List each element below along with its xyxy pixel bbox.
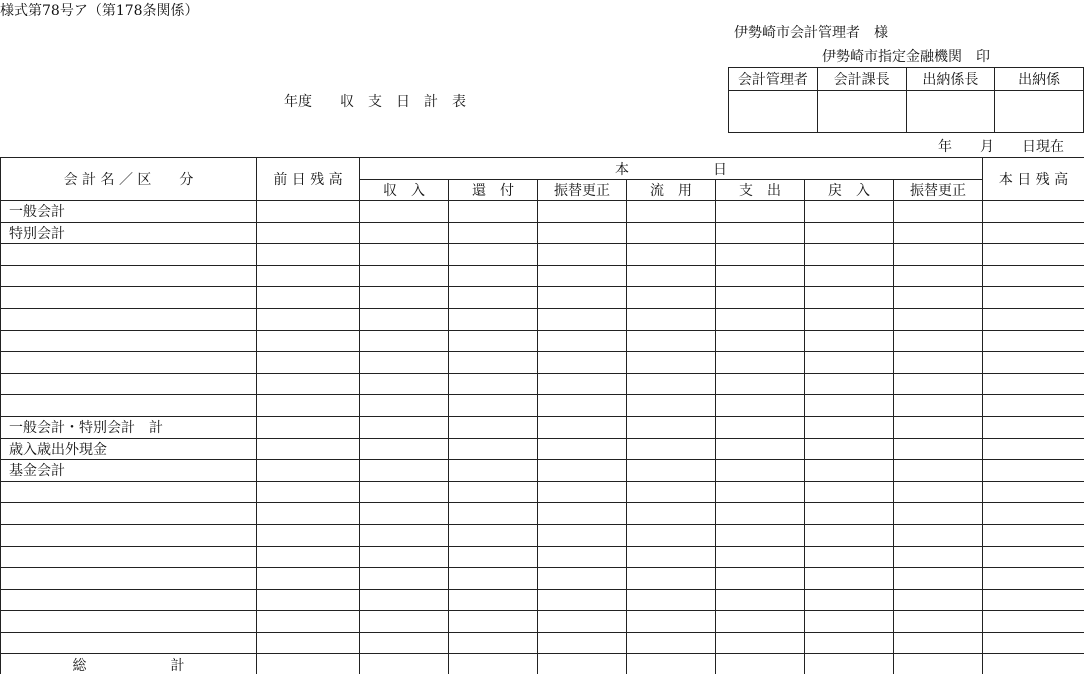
amount-cell[interactable]: [805, 611, 894, 633]
row-label: [1, 589, 257, 611]
amount-cell[interactable]: [716, 546, 805, 568]
amount-cell[interactable]: [805, 395, 894, 417]
amount-cell[interactable]: [449, 524, 538, 546]
amount-cell[interactable]: [983, 568, 1084, 590]
amount-cell[interactable]: [805, 373, 894, 395]
table-row: [1, 568, 1084, 590]
amount-cell[interactable]: [627, 568, 716, 590]
amount-cell[interactable]: [805, 589, 894, 611]
amount-cell[interactable]: [894, 308, 983, 330]
row-label: 歳入歳出外現金: [1, 438, 257, 460]
amount-cell[interactable]: [449, 438, 538, 460]
amount-cell[interactable]: [360, 632, 449, 654]
amount-cell[interactable]: [894, 524, 983, 546]
as-of-date: 年 月 日現在: [938, 139, 1064, 155]
amount-cell[interactable]: [805, 546, 894, 568]
amount-cell[interactable]: [894, 373, 983, 395]
amount-cell[interactable]: [805, 222, 894, 244]
amount-cell[interactable]: [805, 287, 894, 309]
amount-cell[interactable]: [894, 265, 983, 287]
row-label: [1, 287, 257, 309]
amount-cell[interactable]: [257, 546, 360, 568]
amount-cell[interactable]: [627, 611, 716, 633]
amount-cell[interactable]: [449, 395, 538, 417]
amount-cell[interactable]: [449, 503, 538, 525]
row-label: [1, 244, 257, 266]
amount-cell[interactable]: [360, 416, 449, 438]
amount-cell[interactable]: [627, 460, 716, 482]
row-label: [1, 481, 257, 503]
amount-cell[interactable]: [627, 416, 716, 438]
amount-cell[interactable]: [360, 244, 449, 266]
amount-cell[interactable]: [983, 524, 1084, 546]
amount-cell[interactable]: [449, 654, 538, 674]
amount-cell[interactable]: [894, 546, 983, 568]
amount-cell[interactable]: [983, 438, 1084, 460]
amount-cell[interactable]: [716, 481, 805, 503]
table-row: [1, 201, 1084, 223]
table-row: [1, 395, 1084, 417]
amount-cell[interactable]: [538, 503, 627, 525]
column-header-account: 会 計 名 ／ 区 分: [1, 158, 257, 201]
amount-cell[interactable]: [538, 568, 627, 590]
amount-cell[interactable]: [894, 395, 983, 417]
column-header-refunds: 還 付: [449, 180, 538, 201]
addressee: 伊勢崎市会計管理者 様: [734, 25, 888, 41]
amount-cell[interactable]: [257, 330, 360, 352]
table-row: [1, 632, 1084, 654]
row-label: [1, 373, 257, 395]
table-row: [1, 481, 1084, 503]
column-header-transfer-correction-2: 振替更正: [894, 180, 983, 201]
amount-cell[interactable]: [449, 546, 538, 568]
issuer-seal-line: 伊勢崎市指定金融機関 印: [822, 49, 990, 65]
amount-cell[interactable]: [894, 201, 983, 223]
amount-cell[interactable]: [716, 395, 805, 417]
amount-cell[interactable]: [257, 632, 360, 654]
amount-cell[interactable]: [894, 287, 983, 309]
approval-stamp-box: [728, 67, 1084, 133]
column-header-transfer-correction: 振替更正: [538, 180, 627, 201]
amount-cell[interactable]: [257, 524, 360, 546]
amount-cell[interactable]: [983, 308, 1084, 330]
amount-cell[interactable]: [894, 481, 983, 503]
amount-cell[interactable]: [983, 654, 1084, 674]
amount-cell[interactable]: [257, 265, 360, 287]
amount-cell[interactable]: [360, 352, 449, 374]
amount-cell[interactable]: [627, 438, 716, 460]
amount-cell[interactable]: [360, 395, 449, 417]
amount-cell[interactable]: [257, 589, 360, 611]
amount-cell[interactable]: [449, 201, 538, 223]
amount-cell[interactable]: [805, 265, 894, 287]
table-row: [1, 589, 1084, 611]
ledger-body: [1, 201, 1084, 674]
amount-cell[interactable]: [360, 265, 449, 287]
amount-cell[interactable]: [983, 352, 1084, 374]
amount-cell[interactable]: [805, 201, 894, 223]
amount-cell[interactable]: [983, 265, 1084, 287]
amount-cell[interactable]: [360, 373, 449, 395]
table-row: [1, 611, 1084, 633]
amount-cell[interactable]: [716, 611, 805, 633]
amount-cell[interactable]: [805, 308, 894, 330]
amount-cell[interactable]: [627, 481, 716, 503]
table-row: [1, 244, 1084, 266]
amount-cell[interactable]: [716, 308, 805, 330]
row-label: [1, 611, 257, 633]
amount-cell[interactable]: [716, 438, 805, 460]
amount-cell[interactable]: [805, 632, 894, 654]
amount-cell[interactable]: [716, 287, 805, 309]
amount-cell[interactable]: [894, 589, 983, 611]
amount-cell[interactable]: [983, 460, 1084, 482]
amount-cell[interactable]: [805, 438, 894, 460]
table-row: [1, 222, 1084, 244]
amount-cell[interactable]: [257, 460, 360, 482]
amount-cell[interactable]: [538, 611, 627, 633]
row-label: [1, 568, 257, 590]
amount-cell[interactable]: [257, 201, 360, 223]
amount-cell[interactable]: [360, 330, 449, 352]
amount-cell[interactable]: [716, 244, 805, 266]
row-label: 一般会計: [1, 201, 257, 223]
amount-cell[interactable]: [983, 395, 1084, 417]
table-row: [1, 654, 1084, 674]
amount-cell[interactable]: [360, 568, 449, 590]
amount-cell[interactable]: [449, 352, 538, 374]
amount-cell[interactable]: [538, 632, 627, 654]
document-title: 年度 収 支 日 計 表: [284, 94, 466, 110]
amount-cell[interactable]: [449, 481, 538, 503]
amount-cell[interactable]: [538, 330, 627, 352]
column-header-receipts: 収 入: [360, 180, 449, 201]
row-label: 特別会計: [1, 222, 257, 244]
table-row: [1, 416, 1084, 438]
amount-cell[interactable]: [257, 287, 360, 309]
amount-cell[interactable]: [257, 222, 360, 244]
stamp-cell[interactable]: [906, 91, 995, 133]
amount-cell[interactable]: [805, 503, 894, 525]
amount-cell[interactable]: [894, 352, 983, 374]
amount-cell[interactable]: [983, 222, 1084, 244]
amount-cell[interactable]: [627, 546, 716, 568]
amount-cell[interactable]: [538, 265, 627, 287]
amount-cell[interactable]: [894, 416, 983, 438]
amount-cell[interactable]: [805, 481, 894, 503]
amount-cell[interactable]: [627, 287, 716, 309]
amount-cell[interactable]: [449, 589, 538, 611]
amount-cell[interactable]: [805, 352, 894, 374]
amount-cell[interactable]: [449, 632, 538, 654]
daily-ledger-table: [0, 157, 1084, 674]
amount-cell[interactable]: [627, 373, 716, 395]
row-label: 一般会計・特別会計 計: [1, 416, 257, 438]
amount-cell[interactable]: [538, 395, 627, 417]
amount-cell[interactable]: [894, 503, 983, 525]
amount-cell[interactable]: [538, 308, 627, 330]
amount-cell[interactable]: [894, 460, 983, 482]
amount-cell[interactable]: [983, 287, 1084, 309]
amount-cell[interactable]: [894, 222, 983, 244]
amount-cell[interactable]: [716, 460, 805, 482]
amount-cell[interactable]: [538, 222, 627, 244]
amount-cell[interactable]: [716, 201, 805, 223]
table-row: [1, 352, 1084, 374]
amount-cell[interactable]: [449, 308, 538, 330]
amount-cell[interactable]: [538, 416, 627, 438]
amount-cell[interactable]: [449, 222, 538, 244]
amount-cell[interactable]: [716, 373, 805, 395]
amount-cell[interactable]: [627, 632, 716, 654]
amount-cell[interactable]: [627, 265, 716, 287]
amount-cell[interactable]: [627, 503, 716, 525]
stamp-header-cashier: 出納係: [995, 68, 1084, 91]
amount-cell[interactable]: [983, 546, 1084, 568]
amount-cell[interactable]: [894, 568, 983, 590]
amount-cell[interactable]: [360, 503, 449, 525]
amount-cell[interactable]: [360, 524, 449, 546]
row-label: [1, 308, 257, 330]
amount-cell[interactable]: [360, 546, 449, 568]
amount-cell[interactable]: [716, 568, 805, 590]
amount-cell[interactable]: [538, 287, 627, 309]
amount-cell[interactable]: [716, 503, 805, 525]
amount-cell[interactable]: [894, 632, 983, 654]
grand-total-label: 総 計: [1, 654, 257, 674]
amount-cell[interactable]: [805, 460, 894, 482]
amount-cell[interactable]: [627, 201, 716, 223]
amount-cell[interactable]: [257, 568, 360, 590]
table-row: [1, 373, 1084, 395]
amount-cell[interactable]: [449, 460, 538, 482]
amount-cell[interactable]: [716, 416, 805, 438]
stamp-header-accounting-manager: 会計管理者: [729, 68, 818, 91]
table-row: [1, 503, 1084, 525]
amount-cell[interactable]: [257, 395, 360, 417]
amount-cell[interactable]: [983, 503, 1084, 525]
amount-cell[interactable]: [716, 330, 805, 352]
amount-cell[interactable]: [627, 244, 716, 266]
row-label: [1, 524, 257, 546]
row-label: [1, 352, 257, 374]
amount-cell[interactable]: [257, 611, 360, 633]
amount-cell[interactable]: [627, 222, 716, 244]
amount-cell[interactable]: [360, 222, 449, 244]
amount-cell[interactable]: [805, 416, 894, 438]
amount-cell[interactable]: [538, 524, 627, 546]
amount-cell[interactable]: [538, 352, 627, 374]
stamp-cell[interactable]: [817, 91, 906, 133]
stamp-header-section-chief: 会計課長: [817, 68, 906, 91]
amount-cell[interactable]: [805, 244, 894, 266]
row-label: [1, 265, 257, 287]
amount-cell[interactable]: [449, 416, 538, 438]
column-header-today-balance: 本 日 残 高: [983, 158, 1084, 201]
column-header-payments: 支 出: [716, 180, 805, 201]
table-row: [1, 308, 1084, 330]
amount-cell[interactable]: [360, 481, 449, 503]
amount-cell[interactable]: [627, 330, 716, 352]
amount-cell[interactable]: [716, 632, 805, 654]
amount-cell[interactable]: [538, 654, 627, 674]
amount-cell[interactable]: [983, 611, 1084, 633]
amount-cell[interactable]: [257, 503, 360, 525]
amount-cell[interactable]: [627, 308, 716, 330]
row-label: [1, 632, 257, 654]
amount-cell[interactable]: [360, 308, 449, 330]
amount-cell[interactable]: [257, 416, 360, 438]
amount-cell[interactable]: [360, 589, 449, 611]
amount-cell[interactable]: [257, 438, 360, 460]
amount-cell[interactable]: [983, 589, 1084, 611]
amount-cell[interactable]: [257, 308, 360, 330]
amount-cell[interactable]: [449, 244, 538, 266]
amount-cell[interactable]: [449, 611, 538, 633]
amount-cell[interactable]: [627, 524, 716, 546]
table-row: [1, 330, 1084, 352]
table-row: [1, 546, 1084, 568]
amount-cell[interactable]: [257, 352, 360, 374]
amount-cell[interactable]: [983, 481, 1084, 503]
amount-cell[interactable]: [983, 416, 1084, 438]
amount-cell[interactable]: [360, 438, 449, 460]
amount-cell[interactable]: [716, 222, 805, 244]
column-header-returns: 戻 入: [805, 180, 894, 201]
table-row: [1, 265, 1084, 287]
amount-cell[interactable]: [894, 654, 983, 674]
amount-cell[interactable]: [805, 654, 894, 674]
amount-cell[interactable]: [538, 438, 627, 460]
amount-cell[interactable]: [894, 438, 983, 460]
amount-cell[interactable]: [627, 654, 716, 674]
amount-cell[interactable]: [360, 611, 449, 633]
amount-cell[interactable]: [805, 568, 894, 590]
row-label: 基金会計: [1, 460, 257, 482]
amount-cell[interactable]: [360, 201, 449, 223]
amount-cell[interactable]: [805, 524, 894, 546]
form-number: 様式第78号ア（第178条関係）: [0, 3, 199, 19]
amount-cell[interactable]: [257, 244, 360, 266]
amount-cell[interactable]: [627, 589, 716, 611]
column-header-diversion: 流 用: [627, 180, 716, 201]
amount-cell[interactable]: [257, 654, 360, 674]
column-group-today: 本 日: [360, 158, 983, 180]
amount-cell[interactable]: [805, 330, 894, 352]
amount-cell[interactable]: [449, 287, 538, 309]
amount-cell[interactable]: [894, 244, 983, 266]
amount-cell[interactable]: [538, 546, 627, 568]
amount-cell[interactable]: [257, 373, 360, 395]
amount-cell[interactable]: [449, 265, 538, 287]
stamp-cell[interactable]: [729, 91, 818, 133]
amount-cell[interactable]: [894, 611, 983, 633]
row-label: [1, 503, 257, 525]
amount-cell[interactable]: [716, 654, 805, 674]
amount-cell[interactable]: [360, 654, 449, 674]
stamp-cell[interactable]: [995, 91, 1084, 133]
amount-cell[interactable]: [716, 589, 805, 611]
amount-cell[interactable]: [716, 524, 805, 546]
amount-cell[interactable]: [983, 330, 1084, 352]
amount-cell[interactable]: [538, 589, 627, 611]
row-label: [1, 546, 257, 568]
row-label: [1, 330, 257, 352]
amount-cell[interactable]: [538, 201, 627, 223]
amount-cell[interactable]: [983, 244, 1084, 266]
amount-cell[interactable]: [360, 460, 449, 482]
amount-cell[interactable]: [894, 330, 983, 352]
amount-cell[interactable]: [257, 481, 360, 503]
amount-cell[interactable]: [627, 352, 716, 374]
amount-cell[interactable]: [716, 265, 805, 287]
amount-cell[interactable]: [627, 395, 716, 417]
stamp-header-cashier-chief: 出納係長: [906, 68, 995, 91]
amount-cell[interactable]: [449, 330, 538, 352]
amount-cell[interactable]: [360, 287, 449, 309]
row-label: [1, 395, 257, 417]
table-row: [1, 460, 1084, 482]
amount-cell[interactable]: [538, 481, 627, 503]
amount-cell[interactable]: [538, 244, 627, 266]
table-row: [1, 438, 1084, 460]
amount-cell[interactable]: [983, 201, 1084, 223]
table-row: [1, 287, 1084, 309]
amount-cell[interactable]: [538, 373, 627, 395]
column-header-prev-balance: 前 日 残 高: [257, 158, 360, 201]
amount-cell[interactable]: [716, 352, 805, 374]
amount-cell[interactable]: [449, 568, 538, 590]
amount-cell[interactable]: [983, 373, 1084, 395]
amount-cell[interactable]: [983, 632, 1084, 654]
table-row: [1, 524, 1084, 546]
amount-cell[interactable]: [538, 460, 627, 482]
amount-cell[interactable]: [449, 373, 538, 395]
